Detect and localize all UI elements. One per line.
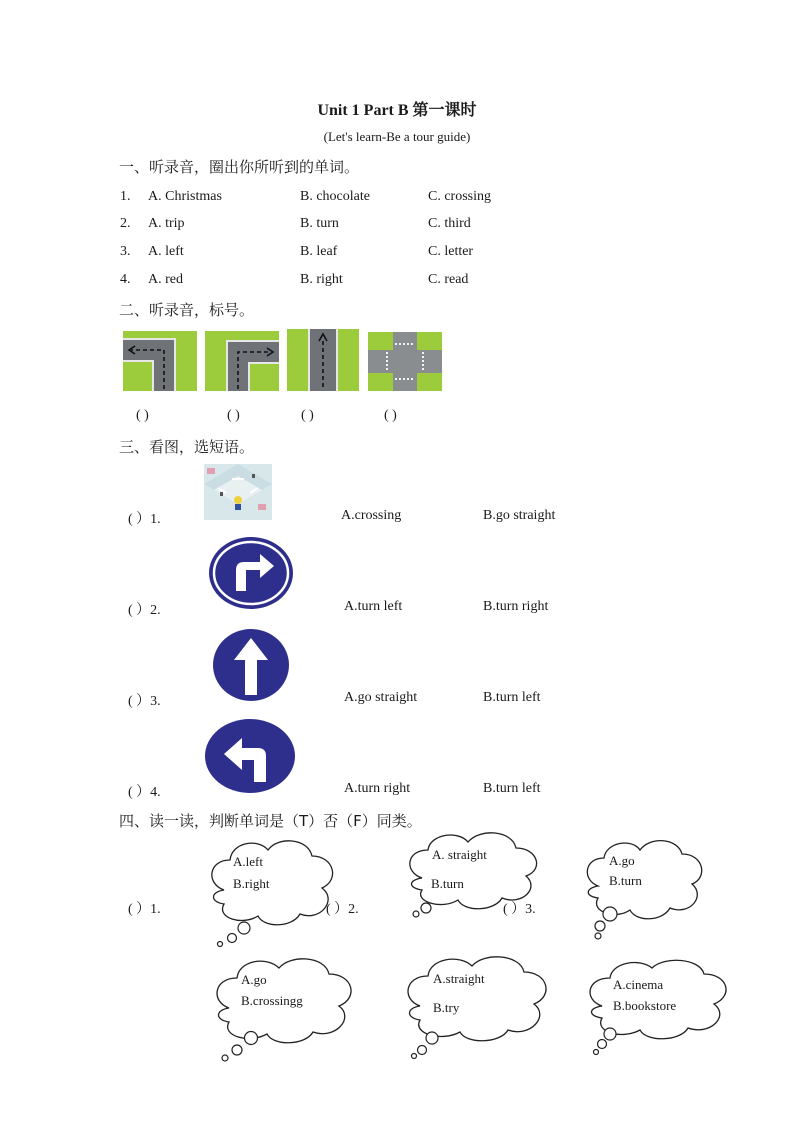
road-turn-left-image: [123, 331, 197, 391]
option-a[interactable]: A. Christmas: [148, 189, 222, 204]
option-a[interactable]: A. red: [148, 272, 183, 287]
turn-right-sign-icon: [208, 536, 294, 610]
option-c[interactable]: C. crossing: [428, 189, 491, 204]
item-number: 4.: [120, 272, 131, 287]
go-straight-sign-icon: [212, 628, 290, 702]
option-c[interactable]: C. read: [428, 272, 469, 287]
thought-cloud: [200, 832, 340, 948]
item-number: 2.: [120, 216, 131, 231]
answer-blank[interactable]: ( ）3.: [503, 902, 536, 917]
answer-blank[interactable]: ( ）1.: [128, 902, 161, 917]
option-a[interactable]: A.go straight: [344, 690, 418, 705]
option-b[interactable]: B. chocolate: [300, 189, 370, 204]
answer-blank[interactable]: ( ）1.: [128, 512, 161, 527]
answer-blank[interactable]: ( ): [301, 408, 314, 423]
option-b[interactable]: B.turn right: [483, 599, 549, 614]
cloud-word: B.try: [433, 1000, 460, 1015]
answer-blank[interactable]: ( ）2.: [326, 902, 359, 917]
section4-heading: 四、读一读，判断单词是（T）否（F）同类。: [119, 812, 422, 830]
option-c[interactable]: C. third: [428, 216, 471, 231]
item-number: 3.: [120, 244, 131, 259]
option-a[interactable]: A.turn right: [344, 781, 411, 796]
thought-cloud: [398, 950, 554, 1062]
road-straight-image: [287, 329, 359, 391]
cloud-word: A. straight: [432, 847, 487, 862]
turn-left-sign-icon: [204, 718, 296, 794]
thought-cloud: [578, 832, 710, 942]
option-b[interactable]: B. turn: [300, 216, 339, 231]
cloud-word: B.turn: [609, 873, 642, 888]
option-a[interactable]: A. trip: [148, 216, 185, 231]
section2-heading: 二、听录音，标号。: [119, 301, 255, 319]
section1-heading: 一、听录音，圈出你所听到的单词。: [119, 158, 360, 176]
option-a[interactable]: A.turn left: [344, 599, 403, 614]
answer-blank[interactable]: ( ）2.: [128, 603, 161, 618]
cloud-word: A.straight: [433, 971, 485, 986]
option-b[interactable]: B.turn left: [483, 781, 541, 796]
item-number: 1.: [120, 189, 131, 204]
cloud-word: A.cinema: [613, 977, 664, 992]
option-c[interactable]: C. letter: [428, 244, 474, 259]
cloud-word: B.right: [233, 876, 270, 891]
option-a[interactable]: A.crossing: [341, 508, 402, 523]
answer-blank[interactable]: ( ): [136, 408, 149, 423]
road-turn-right-image: [205, 331, 279, 391]
cloud-word: B.turn: [431, 876, 464, 891]
cloud-word: A.go: [609, 853, 635, 868]
cloud-word: A.left: [233, 854, 263, 869]
section3-heading: 三、看图，选短语。: [119, 438, 255, 456]
page-subtitle: (Let's learn-Be a tour guide): [323, 129, 471, 144]
answer-blank[interactable]: ( ): [227, 408, 240, 423]
crossing-scene-image: [204, 464, 272, 520]
option-b[interactable]: B.turn left: [483, 690, 541, 705]
option-a[interactable]: A. left: [148, 244, 184, 259]
answer-blank[interactable]: ( ): [384, 408, 397, 423]
option-b[interactable]: B.go straight: [483, 508, 556, 523]
road-crossing-image: [368, 332, 442, 391]
cloud-word: A.go: [241, 972, 267, 987]
option-b[interactable]: B. right: [300, 272, 343, 287]
answer-blank[interactable]: ( ）3.: [128, 694, 161, 709]
page-title: Unit 1 Part B 第一课时: [317, 102, 477, 119]
option-b[interactable]: B. leaf: [300, 244, 338, 259]
cloud-word: B.crossingg: [241, 993, 303, 1008]
cloud-word: B.bookstore: [613, 998, 677, 1013]
answer-blank[interactable]: ( ）4.: [128, 785, 161, 800]
